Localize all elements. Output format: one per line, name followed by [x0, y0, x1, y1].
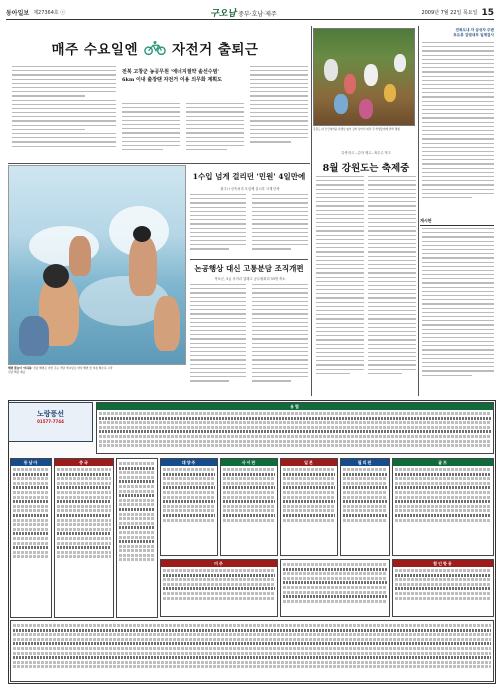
ad-saipan[interactable]: [220, 458, 278, 556]
ad-bottom-strip[interactable]: [10, 620, 494, 682]
ad-band-southeast-asia: 동남아: [11, 459, 51, 466]
festival-kicker: 특색 따고…감자 깨고…축수수 먹고: [341, 151, 391, 155]
ad-philippines[interactable]: [340, 458, 390, 556]
ad-band-philippines: 필리핀: [341, 459, 389, 466]
caption-title: 해변 물놀이 '아하하': [8, 366, 33, 370]
festival-body-b: [368, 176, 416, 391]
right-head-line-2: 포유류 감염대부 일제검사: [453, 33, 494, 37]
ad-oceania[interactable]: [160, 458, 218, 556]
ad-band-europe: 유럽: [97, 403, 493, 410]
lead-body-col-4: [250, 66, 308, 158]
ad-misc-left[interactable]: [116, 458, 158, 618]
ad-band-americas: 미주: [161, 560, 277, 567]
ad-band-golf: 골프: [393, 459, 493, 466]
ad-band-discount-airfare: 합인항공: [393, 560, 493, 567]
bulletin-body: [422, 228, 494, 394]
story-2-body-b: [252, 194, 308, 256]
issue-number: 제27364호 ⓒ: [33, 10, 66, 16]
story-3-title: 논공행상 대신 고통분담 조직개편: [194, 264, 304, 273]
masthead: [6, 6, 494, 20]
travel-agency-ad[interactable]: [8, 402, 93, 442]
ad-japan[interactable]: [280, 458, 338, 556]
festival-body-a: [316, 176, 364, 391]
ad-misc-center[interactable]: [280, 559, 390, 617]
bulletin-title: 게시판: [420, 218, 494, 226]
field-photo-caption: 강원도 내 모신대마을 선생님 없이 감자 심어서 외부 주 학생들에게 견학 체험: [313, 128, 400, 131]
headline-right: 자전거 출퇴근: [172, 42, 259, 58]
festival-title: 8월 강원도는 축제중: [322, 163, 410, 174]
lead-body-col-2: [122, 103, 180, 158]
paper-name: 동아일보: [6, 10, 30, 17]
subhead-line-2: 6km 이내 출장땐 자전거 이용 의무화 계획도: [122, 77, 222, 83]
section-regions: 중부·호남·제주: [238, 11, 277, 18]
bulletin-board: [420, 218, 494, 226]
divider: [190, 259, 308, 260]
caption-body: 전남 해변은 이번 주는 적당 계 2일로 바다 해변 물 여름 해수욕 시작: [33, 366, 113, 370]
column-divider: [418, 26, 419, 396]
ad-americas[interactable]: [160, 559, 278, 617]
story-3-body-b: [252, 284, 308, 392]
right-column-headline: [420, 28, 494, 38]
headline-left: 매주 수요일엔: [51, 42, 138, 58]
bicycle-icon: [144, 40, 166, 56]
ad-southeast-asia[interactable]: [10, 458, 52, 618]
subhead-line-1: 전북 고창군 농공무원 '에너지절약 솔선수범': [122, 69, 219, 75]
lead-subhead: [122, 68, 242, 98]
caption-credit: 전남 해남 제공: [8, 369, 26, 374]
travel-agency-name: 노랑풍선: [36, 410, 65, 418]
field-photo: [313, 28, 415, 126]
beach-photo-caption: [8, 367, 186, 375]
ad-band-japan: 일본: [281, 459, 337, 466]
lead-body-col-3: [186, 103, 244, 158]
ad-china[interactable]: [54, 458, 114, 618]
beach-photo: [8, 165, 186, 365]
ad-europe[interactable]: [96, 402, 494, 454]
column-divider: [311, 26, 312, 396]
story-3-subtitle: 목포군, 5급 사지리 업해고 공무원회의 33명 축소: [214, 277, 286, 281]
divider: [8, 163, 310, 164]
right-column-body: [422, 42, 494, 214]
travel-agency-phone: 01577-7744: [37, 419, 64, 424]
ad-band-saipan: 사이판: [221, 459, 277, 466]
right-head-line-1: 전북도내 자 삼성자 주변: [455, 28, 494, 32]
lead-headline: [12, 36, 298, 60]
page-number: 15: [481, 7, 494, 18]
ad-band-china: 중국: [55, 459, 113, 466]
lead-body-col-1: [12, 66, 116, 158]
ad-discount-airfare[interactable]: [392, 559, 494, 617]
section-logo: 구오남: [210, 9, 237, 19]
ad-band-oceania: 대양주: [161, 459, 217, 466]
story-2-body-a: [190, 194, 246, 256]
story-2-title: 1수입 넘게 걸리던 '민원' 4일만에: [192, 172, 306, 181]
issue-date: 2009년 7월 22일 목요일: [421, 10, 478, 16]
ad-golf[interactable]: [392, 458, 494, 556]
story-3-body-a: [190, 284, 246, 392]
story-2-subtitle: 광주시 신속처리 모심제 실시후 크게 단축: [220, 187, 280, 191]
